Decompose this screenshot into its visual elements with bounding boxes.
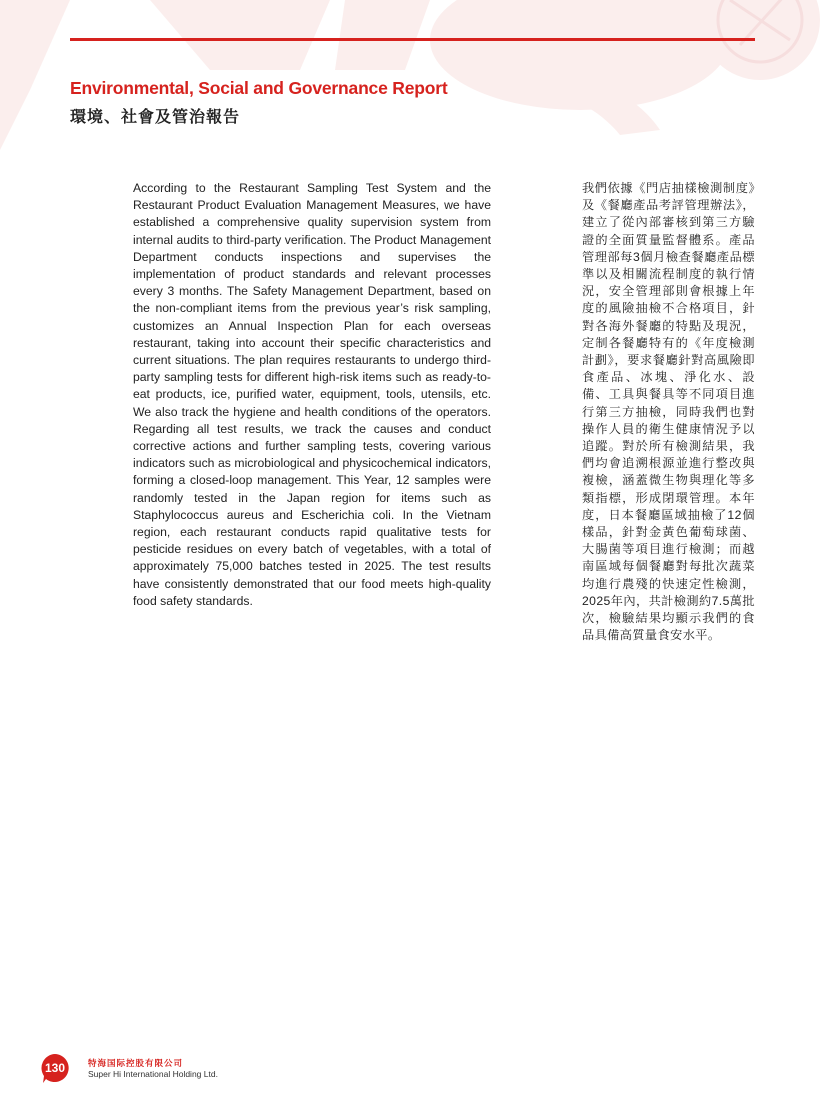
report-subtitle: 環境、社會及管治報告 bbox=[70, 109, 241, 126]
page-number: 130 bbox=[44, 1061, 66, 1075]
page-footer bbox=[40, 1052, 340, 1088]
header-rule bbox=[70, 38, 755, 41]
chinese-paragraph: 我們依據《門店抽樣檢測制度》及《餐廳產品考評管理辦法》，建立了從內部審核到第三方驗證的全面質量監督體系。產品管理部每3個月檢查餐廳產品標準以及相關流程制度的執行情況，安全管理部則會根據上年度的風險抽檢不合格項目，針對各海外餐廳的特點及現況，定制各餐廳特有的《年度檢測計劃》，要求餐廳針對高風險即食產品、冰塊、淨化水、設備、工具與餐具等不同項目進行第三方抽檢，同時我們也對操作人員的衛生健康情況予以追蹤。對於所有檢測結果，我們均會追溯根源並進行整改與複檢，涵蓋微生物與理化等多類指標，形成閉環管理。本年度，日本餐廳區域抽檢了12個樣品，針對金黃色葡萄球菌、大腸菌等項目進行檢測；而越南區域每個餐廳對每批次蔬菜均進行農殘的快速定性檢測，2025年內，共計檢測約7.5萬批次，檢驗結果均顯示我們的食品具備高質量食安水平。 bbox=[582, 181, 755, 643]
english-paragraph: According to the Restaurant Sampling Test System and the Restaurant Product Evaluation Management Measures, we have established a comprehensive quality supervision system from internal audits to third-party verification. The Product Management Department conducts inspections and supervises the implementation of product standards and relevant processes every 3 months. The Safety Management Department, based on the non-compliant items from the previous year’s risk sampling, customizes an Annual Inspection Plan for each overseas restaurant, taking into account their specific characteristics and current situations. The plan requires restaurants to undergo third-party sampling tests for different high-risk items such as ready-to-eat products, ice, purified water, equipment, tools, utensils, etc. We also track the hygiene and health conditions of the operators. Regarding all test results, we track the causes and conduct corrective actions and further sampling tests, covering various indicators such as microbiological and physicochemical indicators, forming a closed-loop management. This Year, 12 samples were randomly tested in the Japan region for items such as Staphylococcus aureus and Escherichia coli. In the Vietnam region, each restaurant conducts rapid qualitative tests for pesticide residues on every batch of vegetables, with a total of approximately 75,000 batches tested in 2025. The test results have consistently demonstrated that our food meets high-quality food safety standards. bbox=[133, 181, 491, 608]
company-name-chinese: 特海国际控股有限公司 bbox=[88, 1058, 184, 1068]
report-title: Environmental, Social and Governance Report bbox=[70, 78, 448, 98]
company-name-english: Super Hi International Holding Ltd. bbox=[88, 1069, 218, 1079]
